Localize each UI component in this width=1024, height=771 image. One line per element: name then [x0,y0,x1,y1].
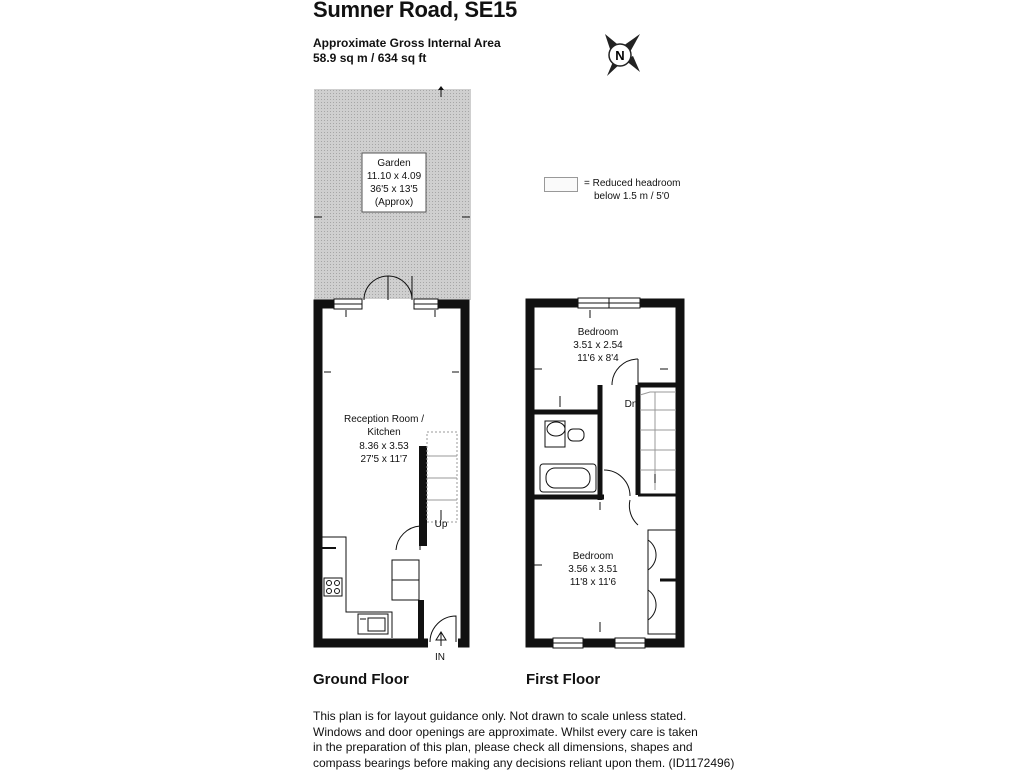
disclaimer-line: in the preparation of this plan, please check all dimensions, shapes and [313,740,733,756]
disclaimer-line: compass bearings before making any decisions reliant upon them. (ID1172496) [313,756,733,771]
page-title: Sumner Road, SE15 [313,0,517,23]
disclaimer [313,709,733,771]
garden-metric: 11.10 x 4.09 [367,171,422,182]
garden-note: (Approx) [375,197,413,208]
bedroom2-name: Bedroom [573,551,614,562]
area-value: 58.9 sq m / 634 sq ft [313,51,426,65]
bedroom2-metric: 3.56 x 3.51 [568,564,618,575]
reception-imperial: 27'5 x 11'7 [360,454,407,465]
bedroom1-metric: 3.51 x 2.54 [573,340,623,351]
first-floor-label: First Floor [526,671,600,688]
first-floor-plan [530,298,680,648]
bedroom2-imperial: 11'8 x 11'6 [570,577,617,588]
entrance-label: IN [435,652,445,663]
ground-floor-plan [318,276,465,663]
reception-name: Reception Room / [344,414,424,425]
garden-name: Garden [377,158,410,169]
ground-floor-label: Ground Floor [313,671,409,688]
disclaimer-line: Windows and door openings are approximate. Whilst every care is taken [313,725,733,741]
garden-area [314,86,471,300]
disclaimer-line: This plan is for layout guidance only. Not drawn to scale unless stated. [313,709,733,725]
legend-text: = Reduced headroom [584,178,680,189]
compass-icon [605,34,640,76]
area-label: Approximate Gross Internal Area [313,36,501,50]
legend-text-2: below 1.5 m / 5'0 [594,191,669,202]
compass-letter: N [615,48,624,63]
bedroom1-name: Bedroom [578,327,619,338]
reception-metric: 8.36 x 3.53 [359,441,409,452]
stair-up-label: Up [435,519,448,530]
bedroom1-imperial: 11'6 x 8'4 [577,353,619,364]
reception-name-2: Kitchen [367,427,400,438]
stair-down-label: Dn [625,399,638,410]
garden-imperial: 36'5 x 13'5 [370,184,418,195]
